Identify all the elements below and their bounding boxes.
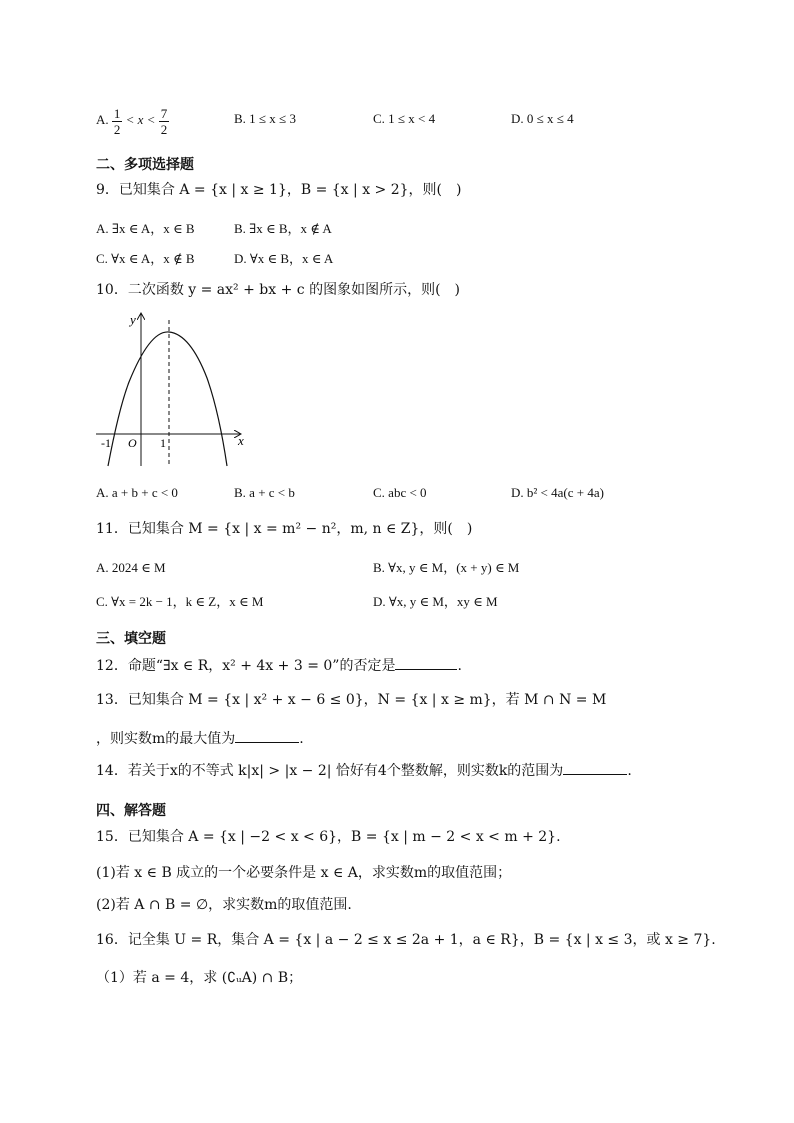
q14-answer-blank[interactable] xyxy=(563,760,627,775)
q12-text: 12．命题“∃x ∈ R，x² + 4x + 3 = 0”的否定是 xyxy=(96,658,396,674)
q8-option-a-mid: < x < xyxy=(125,112,156,127)
q8-option-c: C. 1 ≤ x < 4 xyxy=(373,111,436,126)
q8-option-a-label: A. xyxy=(96,112,109,127)
q14-text: 14．若关于x的不等式 k|x| > |x − 2| 恰好有4个整数解，则实数k的范围为 xyxy=(96,763,564,779)
q8-option-a xyxy=(96,105,169,137)
q13-line1: 13．已知集合 M = {x | x² + x − 6 ≤ 0}，N = {x | x ≥ m}，若 M ∩ N = M xyxy=(96,692,607,708)
q10-stem: 10．二次函数 y = ax² + bx + c 的图象如图所示，则( ) xyxy=(96,282,460,298)
q10-option-d: D. b² < 4a(c + 4a) xyxy=(511,485,604,500)
q9-stem: 9．已知集合 A = {x | x ≥ 1}，B = {x | x > 2}，则( ) xyxy=(96,182,462,198)
q8-option-d: D. 0 ≤ x ≤ 4 xyxy=(511,111,574,126)
q13-answer-blank[interactable] xyxy=(235,728,299,743)
q12-answer-blank[interactable] xyxy=(395,655,457,670)
section-heading-answer: 四、解答题 xyxy=(96,803,166,819)
section-heading-multiple-choice: 二、多项选择题 xyxy=(96,157,194,173)
q13-text: ，则实数m的最大值为 xyxy=(96,731,236,747)
graph-tick-1: 1 xyxy=(160,436,166,450)
q8-fraction-1 xyxy=(112,106,123,137)
q11-option-c: C. ∀x = 2k − 1，k ∈ Z，x ∈ M xyxy=(96,594,264,609)
graph-y-label: y xyxy=(130,312,136,327)
q9-option-a: A. ∃x ∈ A，x ∈ B xyxy=(96,221,195,236)
frac-num: 7 xyxy=(160,105,168,121)
q10-option-a: A. a + b + c < 0 xyxy=(96,485,178,500)
q11-option-b: B. ∀x, y ∈ M，(x + y) ∈ M xyxy=(373,560,520,575)
q9-option-b: B. ∃x ∈ B，x ∉ A xyxy=(234,221,332,236)
q11-stem: 11．已知集合 M = {x | x = m² − n²，m, n ∈ Z}，则( ) xyxy=(96,521,473,537)
q9-option-c: C. ∀x ∈ A，x ∉ B xyxy=(96,251,195,266)
q16-part1: （1）若 a = 4，求 (∁ᵤA) ∩ B； xyxy=(96,970,303,986)
graph-x-label: x xyxy=(238,433,244,448)
q11-option-a: A. 2024 ∈ M xyxy=(96,560,166,575)
q9-option-d: D. ∀x ∈ B，x ∈ A xyxy=(234,251,334,266)
q12-end: . xyxy=(457,658,462,674)
frac-den: 2 xyxy=(113,121,121,137)
q15-stem: 15．已知集合 A = {x | −2 < x < 6}，B = {x | m − 2 < x < m + 2}. xyxy=(96,829,561,845)
q15-part2: (2)若 A ∩ B = ∅，求实数m的取值范围. xyxy=(96,897,352,913)
graph-origin-label: O xyxy=(128,436,137,450)
q15-part1: (1)若 x ∈ B 成立的一个必要条件是 x ∈ A，求实数m的取值范围； xyxy=(96,865,512,881)
q10-parabola-graph xyxy=(90,308,260,478)
q10-option-c: C. abc < 0 xyxy=(373,485,427,500)
frac-den: 2 xyxy=(160,121,168,137)
parabola-curve xyxy=(108,332,227,466)
q8-fraction-2 xyxy=(159,106,170,137)
q8-option-b: B. 1 ≤ x ≤ 3 xyxy=(234,111,296,126)
q10-option-b: B. a + c < b xyxy=(234,485,295,500)
q14 xyxy=(96,760,632,780)
graph-tick-neg1: -1 xyxy=(101,436,111,450)
q11-option-d: D. ∀x, y ∈ M，xy ∈ M xyxy=(373,594,498,609)
q16-stem: 16．记全集 U = R，集合 A = {x | a − 2 ≤ x ≤ 2a + 1，a ∈ R}，B = {x | x ≤ 3，或 x ≥ 7}. xyxy=(96,932,716,948)
q14-end: . xyxy=(627,763,632,779)
q13-end: . xyxy=(299,731,304,747)
section-heading-fill-blank: 三、填空题 xyxy=(96,631,166,647)
frac-num: 1 xyxy=(113,105,121,121)
q12 xyxy=(96,655,462,675)
q13-line2 xyxy=(96,728,304,748)
